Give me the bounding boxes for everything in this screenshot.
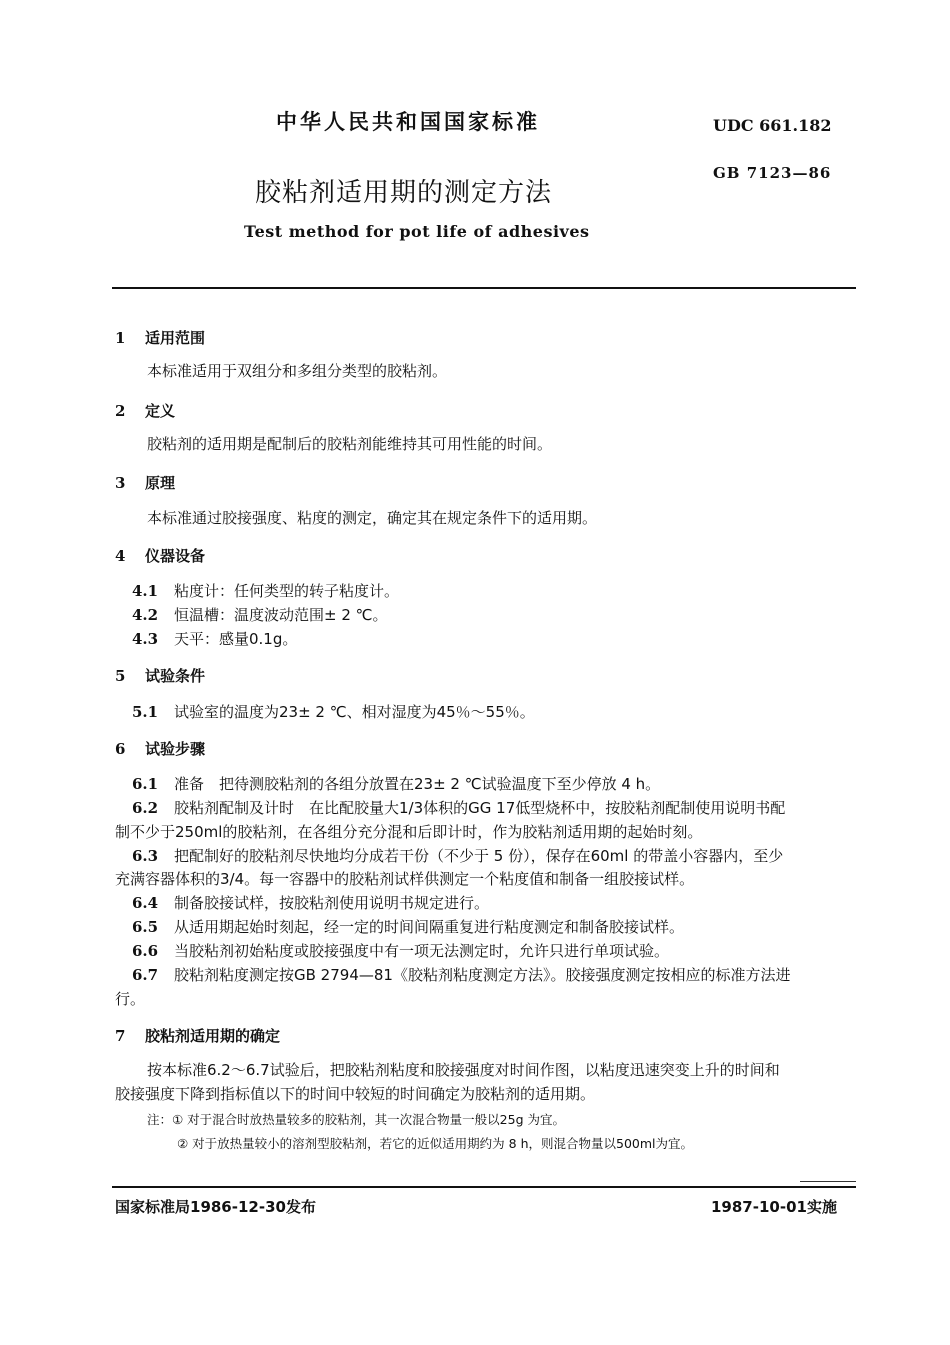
note-2: ② 对于放热量较小的溶剂型胶粘剂，若它的近似适用期约为 8 h，则混合物量以500ml为宜。 <box>177 1136 694 1151</box>
clause-number: 4.3 <box>132 630 159 648</box>
section-1-paragraph: 本标准适用于双组分和多组分类型的胶粘剂。 <box>147 362 448 380</box>
gb-standard-number: GB 7123—86 <box>713 164 832 182</box>
clause-text: 胶粘剂配制及计时 在比配胶量大1/3体积的GG 17低型烧杯中，按胶粘剂配制使用说明书配 <box>174 799 786 817</box>
clause-number: 4.1 <box>132 582 159 600</box>
clause-text: 从适用期起始时刻起，经一定的时间间隔重复进行粘度测定和制备胶接试样。 <box>174 918 685 936</box>
footer-short-rule <box>800 1181 856 1182</box>
clause-number: 5.1 <box>132 703 159 721</box>
effective-date: 1987-10-01实施 <box>711 1198 837 1216</box>
clause-number: 6.4 <box>132 894 159 912</box>
clause-6-2-continuation: 制不少于250ml的胶粘剂，在各组分充分混和后即计时，作为胶粘剂适用期的起始时刻。 <box>115 823 703 841</box>
clause-6-7-continuation: 行。 <box>115 990 146 1008</box>
clause-6-2 <box>132 797 785 818</box>
note-1: 注：① 对于混合时放热量较多的胶粘剂，其一次混合物量一般以25g 为宜。 <box>147 1112 565 1127</box>
section-6-heading <box>115 738 205 759</box>
udc-code: UDC 661.182 <box>713 116 832 135</box>
section-number: 6 <box>115 740 126 758</box>
section-2-paragraph: 胶粘剂的适用期是配制后的胶粘剂能维持其可用性能的时间。 <box>147 435 553 453</box>
section-number: 7 <box>115 1027 126 1045</box>
clause-text: 试验室的温度为23± 2 ℃、相对湿度为45％～55％。 <box>174 703 535 721</box>
clause-6-1 <box>132 773 660 794</box>
clause-text: 恒温槽：温度波动范围± 2 ℃。 <box>174 606 388 624</box>
section-2-heading <box>115 400 175 421</box>
section-number: 5 <box>115 667 126 685</box>
clause-4-3 <box>132 628 297 649</box>
clause-4-1 <box>132 580 399 601</box>
clause-6-4 <box>132 892 489 913</box>
section-title: 仪器设备 <box>145 547 206 565</box>
section-title: 适用范围 <box>145 329 206 347</box>
clause-text: 准备 把待测胶粘剂的各组分放置在23± 2 ℃试验温度下至少停放 4 h。 <box>174 775 661 793</box>
header-divider <box>112 287 856 289</box>
section-number: 1 <box>115 329 126 347</box>
section-3-heading <box>115 472 175 493</box>
section-7-paragraph: 按本标准6.2～6.7试验后，把胶粘剂粘度和胶接强度对时间作图，以粘度迅速突变上升的时间和 <box>147 1061 780 1079</box>
section-3-paragraph: 本标准通过胶接强度、粘度的测定，确定其在规定条件下的适用期。 <box>147 509 598 527</box>
clause-number: 6.3 <box>132 847 159 865</box>
clause-number: 6.7 <box>132 966 159 984</box>
section-title: 定义 <box>145 402 176 420</box>
clause-6-7 <box>132 964 790 985</box>
section-4-heading <box>115 545 205 566</box>
clause-5-1 <box>132 701 535 722</box>
clause-number: 6.5 <box>132 918 159 936</box>
clause-6-3 <box>132 845 783 866</box>
clause-4-2 <box>132 604 388 625</box>
clause-text: 制备胶接试样，按胶粘剂使用说明书规定进行。 <box>174 894 490 912</box>
clause-text: 把配制好的胶粘剂尽快地均分成若干份（不少于 5 份），保存在60ml 的带盖小容器内，至少 <box>174 847 784 865</box>
section-number: 3 <box>115 474 126 492</box>
section-title: 胶粘剂适用期的确定 <box>145 1027 281 1045</box>
clause-text: 粘度计：任何类型的转子粘度计。 <box>174 582 400 600</box>
section-7-paragraph-continuation: 胶接强度下降到指标值以下的时间中较短的时间确定为胶粘剂的适用期。 <box>115 1085 596 1103</box>
page-title-english: Test method for pot life of adhesives <box>244 222 590 241</box>
clause-text: 胶粘剂粘度测定按GB 2794—81《胶粘剂粘度测定方法》。胶接强度测定按相应的标准方法进 <box>174 966 791 984</box>
clause-6-6 <box>132 940 669 961</box>
issuing-country-standard-heading: 中华人民共和国国家标准 <box>276 110 540 134</box>
clause-number: 6.2 <box>132 799 159 817</box>
clause-number: 6.6 <box>132 942 159 960</box>
section-number: 4 <box>115 547 126 565</box>
section-title: 试验条件 <box>145 667 206 685</box>
clause-number: 4.2 <box>132 606 159 624</box>
clause-6-5 <box>132 916 684 937</box>
clause-text: 天平：感量0.1g。 <box>174 630 298 648</box>
section-1-heading <box>115 327 205 348</box>
section-5-heading <box>115 665 205 686</box>
clause-6-3-continuation: 充满容器体积的3/4。每一容器中的胶粘剂试样供测定一个粘度值和制备一组胶接试样。 <box>115 870 695 888</box>
section-7-heading <box>115 1025 280 1046</box>
page-title: 胶粘剂适用期的测定方法 <box>255 178 553 208</box>
issue-date: 国家标准局1986-12-30发布 <box>115 1198 316 1216</box>
section-number: 2 <box>115 402 126 420</box>
section-title: 试验步骤 <box>145 740 206 758</box>
footer-divider <box>112 1186 856 1188</box>
clause-number: 6.1 <box>132 775 159 793</box>
clause-text: 当胶粘剂初始粘度或胶接强度中有一项无法测定时，允许只进行单项试验。 <box>174 942 670 960</box>
section-title: 原理 <box>145 474 176 492</box>
